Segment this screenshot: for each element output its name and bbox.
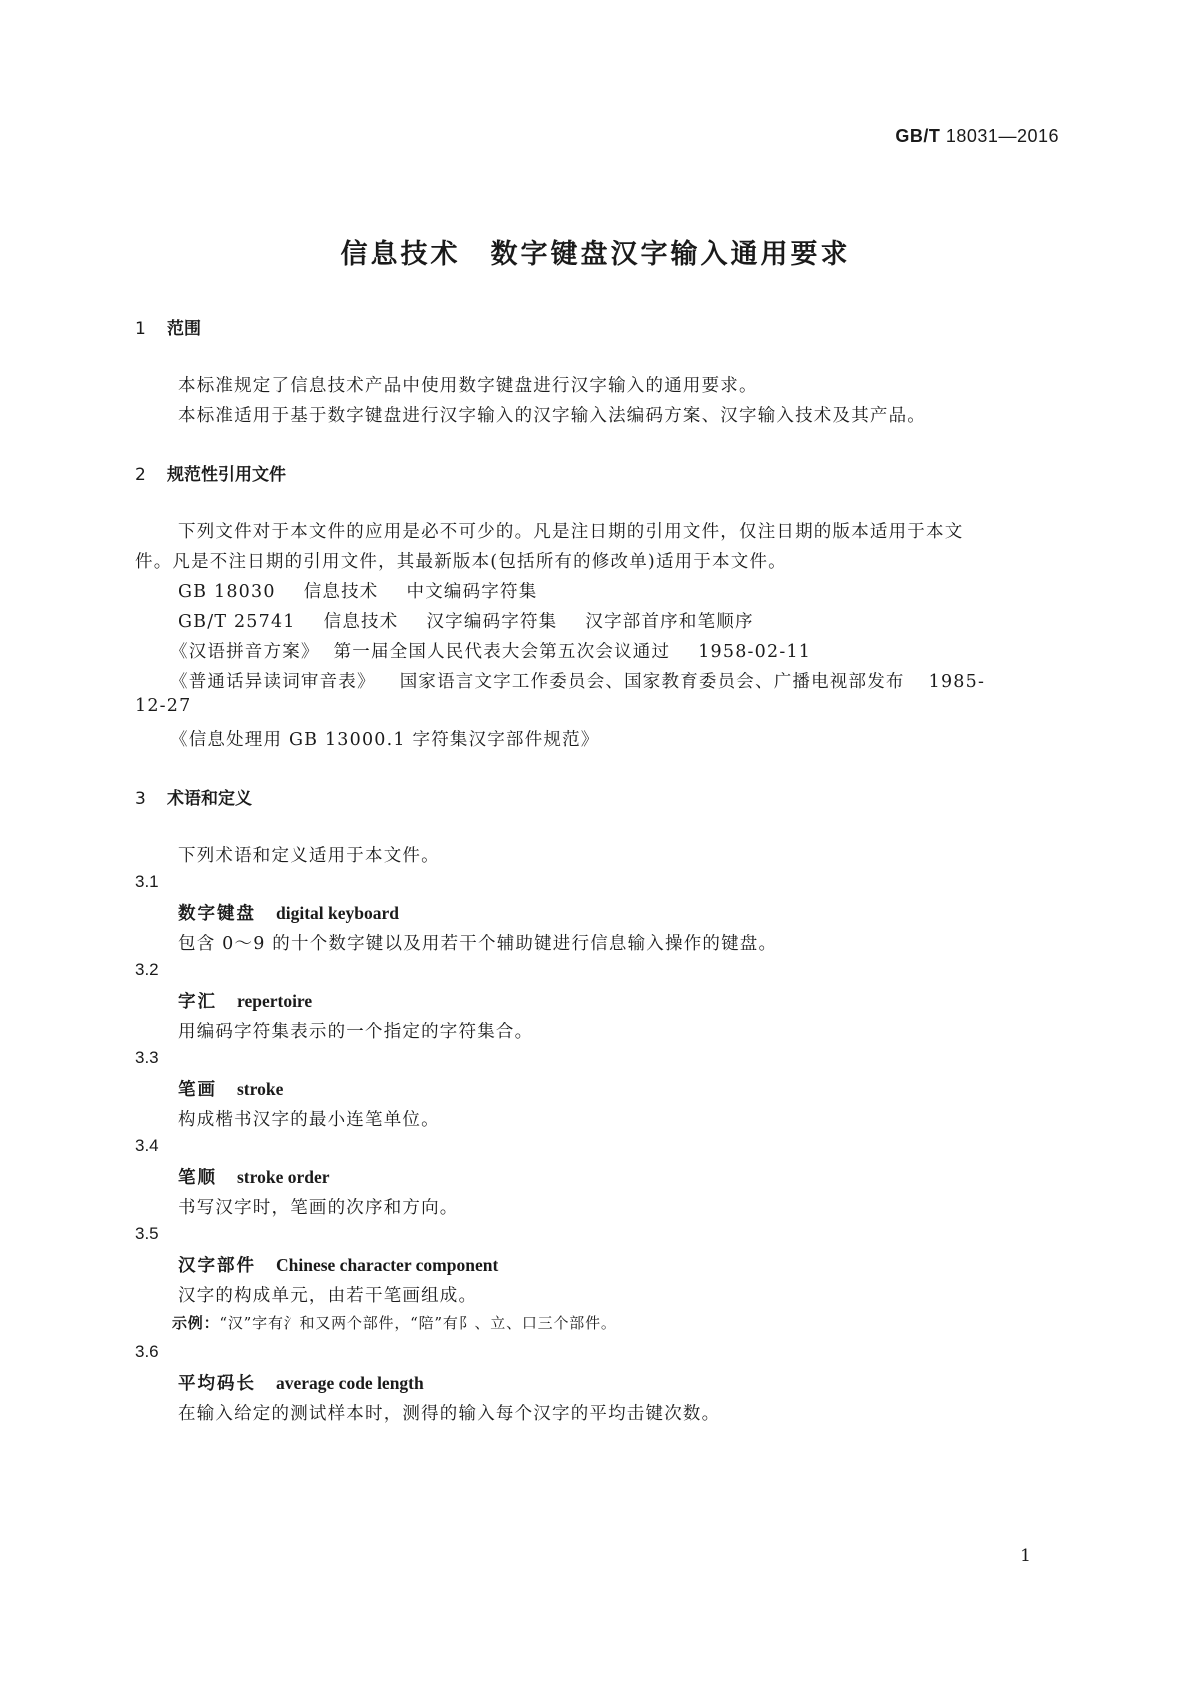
term-heading	[178, 1076, 283, 1101]
term-heading	[178, 1252, 498, 1277]
term-heading	[178, 1370, 424, 1395]
section-title: 术语和定义	[167, 789, 252, 809]
term-en: average code length	[276, 1373, 424, 1393]
term-zh: 笔顺	[178, 1168, 217, 1188]
standard-code-number: 18031—2016	[945, 126, 1059, 146]
title-part2: 数字键盘汉字输入通用要求	[490, 239, 851, 270]
ref-title: 汉字编码字符集	[426, 612, 558, 632]
reference-item	[170, 668, 985, 693]
ref-subtitle: 汉字部首序和笔顺序	[585, 612, 754, 632]
term-heading	[178, 1164, 330, 1189]
standard-code-header	[895, 126, 1059, 147]
section-number: 2	[135, 465, 146, 485]
term-number: 3.3	[135, 1048, 159, 1067]
term-definition: 包含 0～9 的十个数字键以及用若干个辅助键进行信息输入操作的键盘。	[178, 934, 778, 954]
term-number: 3.1	[135, 872, 159, 891]
term-heading	[178, 988, 312, 1013]
reference-item	[178, 608, 754, 633]
reference-item	[170, 638, 811, 663]
ref-title: 《普通话异读词审音表》	[170, 672, 376, 692]
term-en: digital keyboard	[276, 903, 400, 923]
term-heading	[178, 900, 399, 925]
reference-item-continuation: 12-27	[135, 696, 192, 716]
paragraph: 本标准规定了信息技术产品中使用数字键盘进行汉字输入的通用要求。	[178, 376, 758, 396]
document-title	[0, 232, 1191, 271]
term-number: 3.2	[135, 960, 159, 979]
ref-issuer: 第一届全国人民代表大会第五次会议通过	[333, 642, 671, 662]
ref-date: 1958-02-11	[698, 642, 812, 662]
section-2-heading	[135, 460, 286, 485]
page-number: 1	[1020, 1546, 1031, 1566]
term-definition: 汉字的构成单元，由若干笔画组成。	[178, 1286, 478, 1306]
ref-title: 中文编码字符集	[406, 582, 538, 602]
ref-field: 信息技术	[323, 612, 399, 632]
section-title: 范围	[167, 319, 201, 339]
term-en: stroke order	[237, 1167, 330, 1187]
reference-item	[178, 578, 537, 603]
example-label: 示例：	[172, 1314, 220, 1332]
paragraph: 本标准适用于基于数字键盘进行汉字输入的汉字输入法编码方案、汉字输入技术及其产品。	[178, 406, 926, 426]
term-number: 3.6	[135, 1342, 159, 1361]
term-zh: 数字键盘	[178, 904, 256, 924]
section-3-heading	[135, 784, 252, 809]
term-definition: 在输入给定的测试样本时，测得的输入每个汉字的平均击键次数。	[178, 1404, 721, 1424]
term-number: 3.4	[135, 1136, 159, 1155]
section-number: 1	[135, 319, 146, 339]
example-note	[172, 1312, 617, 1333]
standard-code-prefix: GB/T	[895, 126, 941, 146]
ref-field: 信息技术	[303, 582, 379, 602]
paragraph: 件。凡是不注日期的引用文件，其最新版本(包括所有的修改单)适用于本文件。	[135, 552, 787, 572]
term-zh: 平均码长	[178, 1374, 256, 1394]
term-en: repertoire	[237, 991, 313, 1011]
term-en: Chinese character component	[276, 1255, 499, 1275]
ref-date: 1985-	[928, 672, 986, 692]
ref-code: GB 18030	[178, 582, 276, 602]
paragraph: 下列文件对于本文件的应用是必不可少的。凡是注日期的引用文件，仅注日期的版本适用于本文	[178, 522, 964, 542]
term-definition: 构成楷书汉字的最小连笔单位。	[178, 1110, 440, 1130]
paragraph: 下列术语和定义适用于本文件。	[178, 846, 440, 866]
term-number: 3.5	[135, 1224, 159, 1243]
ref-issuer: 国家语言文字工作委员会、国家教育委员会、广播电视部发布	[399, 672, 905, 692]
term-zh: 笔画	[178, 1080, 217, 1100]
term-zh: 汉字部件	[178, 1256, 256, 1276]
section-title: 规范性引用文件	[167, 465, 286, 485]
section-number: 3	[135, 789, 146, 809]
term-definition: 书写汉字时，笔画的次序和方向。	[178, 1198, 459, 1218]
term-zh: 字汇	[178, 992, 217, 1012]
title-part1: 信息技术	[340, 239, 461, 270]
example-text: “汉”字有氵和又两个部件，“陪”有阝、立、口三个部件。	[219, 1314, 617, 1332]
term-definition: 用编码字符集表示的一个指定的字符集合。	[178, 1022, 534, 1042]
ref-title: 《汉语拼音方案》	[170, 642, 320, 662]
term-en: stroke	[237, 1079, 284, 1099]
reference-item: 《信息处理用 GB 13000.1 字符集汉字部件规范》	[170, 730, 600, 750]
section-1-heading	[135, 314, 201, 339]
ref-code: GB/T 25741	[178, 612, 296, 632]
